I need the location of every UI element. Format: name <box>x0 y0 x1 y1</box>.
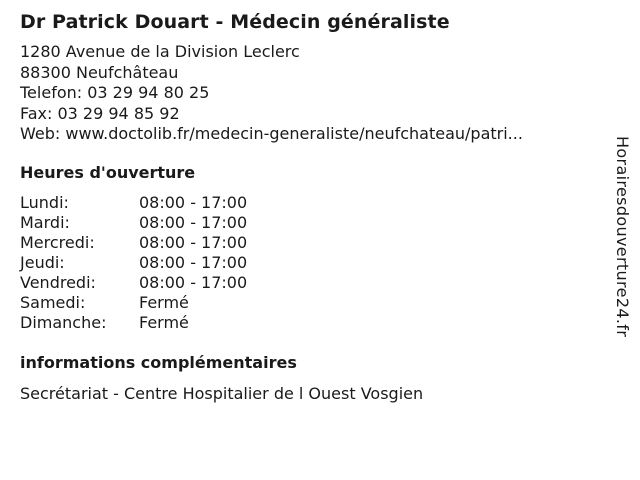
hours-row-thursday <box>20 253 247 273</box>
address-street: 1280 Avenue de la Division Leclerc <box>20 42 300 61</box>
day-hours: 08:00 - 17:00 <box>139 253 248 272</box>
day-label: Mercredi: <box>20 233 95 252</box>
additional-info-heading: informations complémentaires <box>20 353 297 372</box>
day-hours: 08:00 - 17:00 <box>139 233 248 252</box>
day-hours: Fermé <box>139 313 189 332</box>
opening-hours-heading: Heures d'ouverture <box>20 163 196 182</box>
fax-number: Fax: 03 29 94 85 92 <box>20 103 180 123</box>
hours-row-tuesday <box>20 213 247 233</box>
address-city: 88300 Neufchâteau <box>20 62 179 82</box>
day-label: Vendredi: <box>20 273 96 292</box>
day-label: Lundi: <box>20 193 69 212</box>
day-label: Jeudi: <box>20 253 65 272</box>
phone-number: Telefon: 03 29 94 80 25 <box>20 83 210 102</box>
hours-row-saturday <box>20 293 247 313</box>
additional-info-text: Secrétariat - Centre Hospitalier de l Ouest Vosgien <box>20 384 424 403</box>
day-label: Samedi: <box>20 293 86 312</box>
day-hours: 08:00 - 17:00 <box>139 193 248 212</box>
hours-row-sunday <box>20 313 247 333</box>
hours-row-wednesday <box>20 233 247 253</box>
day-label: Mardi: <box>20 213 70 232</box>
page-title: Dr Patrick Douart - Médecin généraliste <box>20 11 450 33</box>
day-label: Dimanche: <box>20 313 107 332</box>
opening-hours-table <box>20 193 247 333</box>
hours-row-friday <box>20 273 247 293</box>
day-hours: 08:00 - 17:00 <box>139 273 248 292</box>
hours-row-monday <box>20 193 247 213</box>
website-link: Web: www.doctolib.fr/medecin-generaliste/neufchateau/patri... <box>20 124 523 143</box>
day-hours: 08:00 - 17:00 <box>139 213 248 232</box>
site-watermark: Horairesdouverture24.fr <box>613 136 632 338</box>
contact-details <box>20 42 523 145</box>
day-hours: Fermé <box>139 293 189 312</box>
